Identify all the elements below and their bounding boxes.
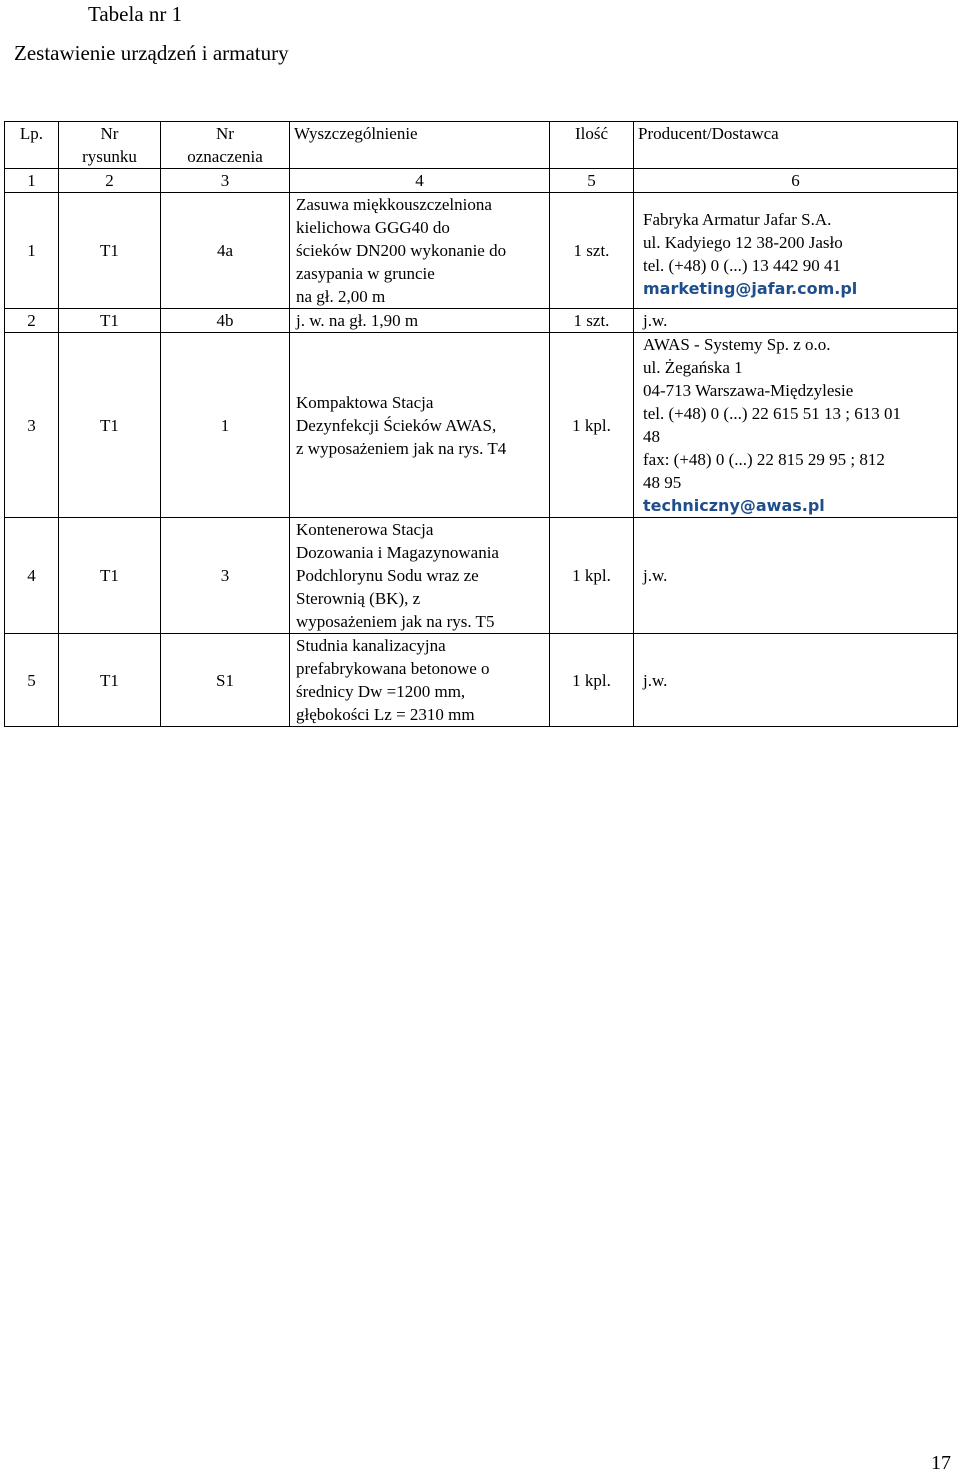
row-nr-rysunku: T1 xyxy=(59,193,161,309)
row-quantity: 1 kpl. xyxy=(550,518,634,634)
row-nr-rysunku: T1 xyxy=(59,518,161,634)
header-nr-rysunku: Nr rysunku xyxy=(59,122,161,169)
header-lp: Lp. xyxy=(5,122,59,169)
row-nr-rysunku: T1 xyxy=(59,309,161,333)
producer-email: marketing@jafar.com.pl xyxy=(643,278,858,298)
table-row xyxy=(5,518,958,634)
col-number-2: 2 xyxy=(59,169,161,193)
equipment-table xyxy=(4,121,958,727)
page-number: 17 xyxy=(931,1452,951,1474)
col-number-3: 3 xyxy=(161,169,290,193)
producer-email: techniczny@awas.pl xyxy=(643,496,825,515)
row-producer: j.w. xyxy=(634,518,958,634)
row-nr-rysunku: T1 xyxy=(59,333,161,518)
row-quantity: 1 kpl. xyxy=(550,634,634,727)
row-quantity: 1 szt. xyxy=(550,309,634,333)
row-nr-rysunku: T1 xyxy=(59,634,161,727)
header-nr-oznaczenia: Nr oznaczenia xyxy=(161,122,290,169)
row-nr-oznaczenia: 4b xyxy=(161,309,290,333)
table-row xyxy=(5,333,958,518)
row-lp: 3 xyxy=(5,333,59,518)
table-row xyxy=(5,634,958,727)
row-producer xyxy=(634,193,958,309)
col-number-4: 4 xyxy=(290,169,550,193)
row-description: Zasuwa miękkouszczelniona kielichowa GGG40 do ścieków DN200 wykonanie do zasypania w gruncie na gł. 2,00 m xyxy=(290,193,550,309)
table-row xyxy=(5,309,958,333)
table-row xyxy=(5,193,958,309)
row-nr-oznaczenia: S1 xyxy=(161,634,290,727)
row-nr-oznaczenia: 3 xyxy=(161,518,290,634)
header-wyszczegolnienie: Wyszczególnienie xyxy=(290,122,550,169)
producer-text: AWAS - Systemy Sp. z o.o. ul. Żegańska 1 04-713 Warszawa-Międzylesie tel. (+48) 0 (...) 22 615 51 13 ; 613 01 48 fax: (+48) 0 (...) 22 815 29 95 ; 812 48 95 xyxy=(643,335,901,492)
col-number-1: 1 xyxy=(5,169,59,193)
row-nr-oznaczenia: 4a xyxy=(161,193,290,309)
row-quantity: 1 kpl. xyxy=(550,333,634,518)
producer-text: Fabryka Armatur Jafar S.A. ul. Kadyiego 12 38-200 Jasło tel. (+48) 0 (...) 13 442 90 41 xyxy=(643,209,843,275)
row-lp: 1 xyxy=(5,193,59,309)
row-lp: 5 xyxy=(5,634,59,727)
header-row xyxy=(5,122,958,169)
document-title: Zestawienie urządzeń i armatury xyxy=(14,41,289,65)
row-producer xyxy=(634,333,958,518)
col-number-6: 6 xyxy=(634,169,958,193)
column-number-row xyxy=(5,169,958,193)
col-number-5: 5 xyxy=(550,169,634,193)
header-ilosc: Ilość xyxy=(550,122,634,169)
row-description: j. w. na gł. 1,90 m xyxy=(290,309,550,333)
row-description: Kontenerowa Stacja Dozowania i Magazynowania Podchlorynu Sodu wraz ze Sterownią (BK), z wyposażeniem jak na rys. T5 xyxy=(290,518,550,634)
row-description: Studnia kanalizacyjna prefabrykowana betonowe o średnicy Dw =1200 mm, głębokości Lz = 2310 mm xyxy=(290,634,550,727)
table-title: Tabela nr 1 xyxy=(88,2,183,26)
row-producer: j.w. xyxy=(634,634,958,727)
row-quantity: 1 szt. xyxy=(550,193,634,309)
row-lp: 2 xyxy=(5,309,59,333)
row-producer: j.w. xyxy=(634,309,958,333)
header-producent: Producent/Dostawca xyxy=(634,122,958,169)
row-nr-oznaczenia: 1 xyxy=(161,333,290,518)
row-description: Kompaktowa Stacja Dezynfekcji Ścieków AWAS, z wyposażeniem jak na rys. T4 xyxy=(290,333,550,518)
row-lp: 4 xyxy=(5,518,59,634)
